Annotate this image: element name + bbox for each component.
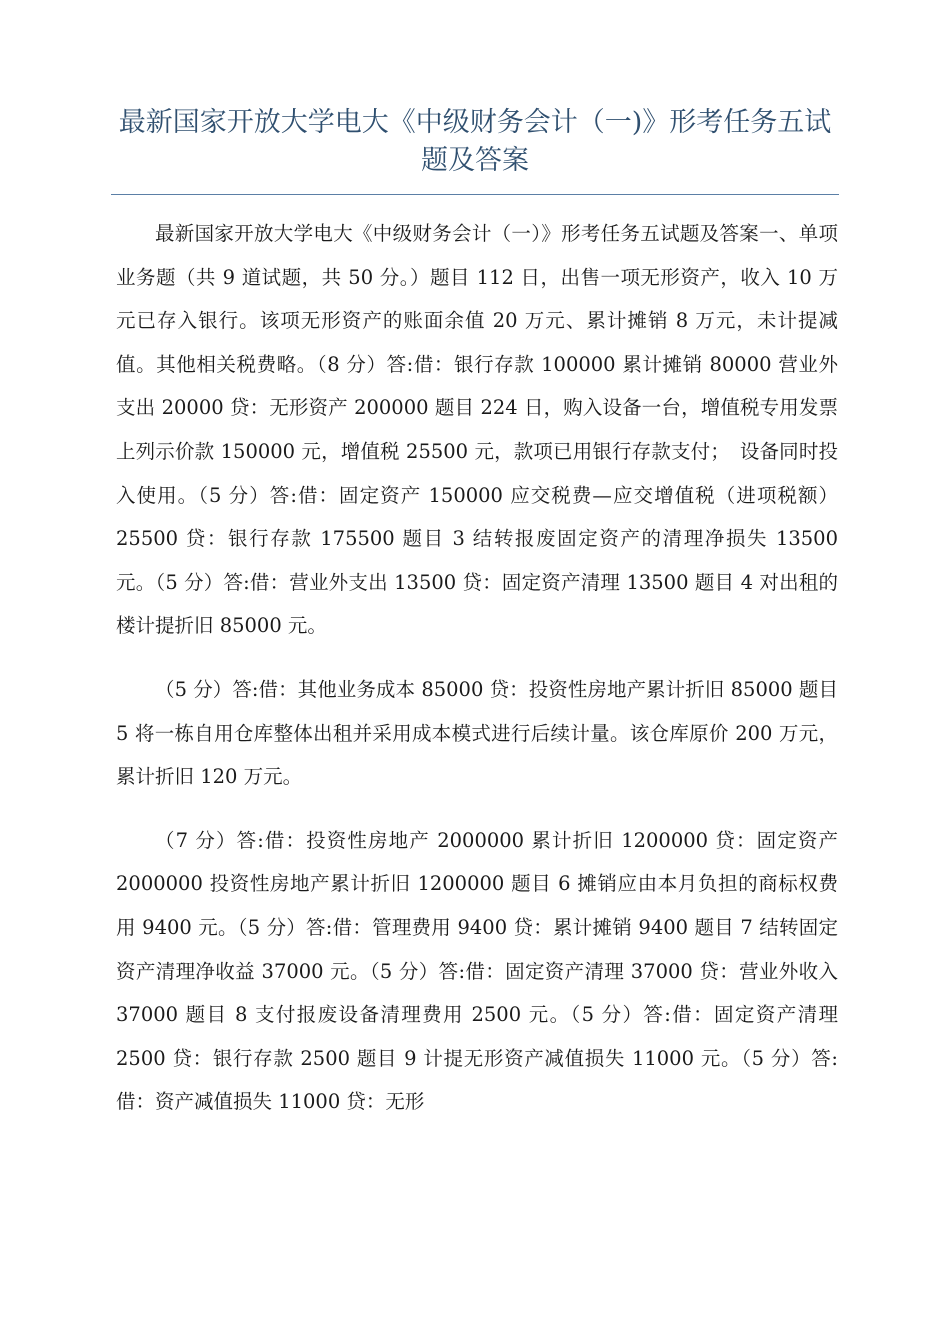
- paragraph-3: （7 分）答:借：投资性房地产 2000000 累计折旧 1200000 贷：固定资产 2000000 投资性房地产累计折旧 1200000 题目 6 摊销应由本月负担的商标权费用 9400 元。（5 分）答:借：管理费用 9400 贷：累计摊销 9400 题目 7 结转固定资产清理净收益 37000 元。（5 分）答:借：固定资产清理 37000 贷：营业外收入 37000 题目 8 支付报废设备清理费用 2500 元。（5 分）答:借：固定资产清理 2500 贷：银行存款 2500 题目 9 计提无形资产减值损失 11000 元。（5 分）答:借：资产减值损失 11000 贷：无形: [116, 828, 838, 1114]
- document-title: 最新国家开放大学电大《中级财务会计（一)》形考任务五试题及答案: [118, 107, 832, 176]
- paragraph-2: （5 分）答:借：其他业务成本 85000 贷：投资性房地产累计折旧 85000 题目 5 将一栋自用仓库整体出租并采用成本模式进行后续计量。该仓库原价 200 万元，累计折旧 120 万元。: [116, 677, 838, 789]
- paragraph-1: 最新国家开放大学电大《中级财务会计（一）》形考任务五试题及答案一、单项业务题（共 9 道试题，共 50 分。）题目 112 日，出售一项无形资产，收入 10 万元已存入银行。该项无形资产的账面余值 20 万元、累计摊销 8 万元，未计提减值。其他相关税费略。（8 分）答:借：银行存款 100000 累计摊销 80000 营业外支出 20000 贷：无形资产 200000 题目 224 日，购入设备一台，增值税专用发票上列示价款 150000 元，增值税 25500 元，款项已用银行存款支付； 设备同时投入使用。（5 分）答:借：固定资产 150000 应交税费—应交增值税（进项税额）25500 贷：银行存款 175500 题目 3 结转报废固定资产的清理净损失 13500 元。（5 分）答:借：营业外支出 13500 贷：固定资产清理 13500 题目 4 对出租的楼计提折旧 85000 元。: [116, 222, 838, 638]
- title-divider: [111, 194, 839, 195]
- document-body: [116, 212, 838, 1144]
